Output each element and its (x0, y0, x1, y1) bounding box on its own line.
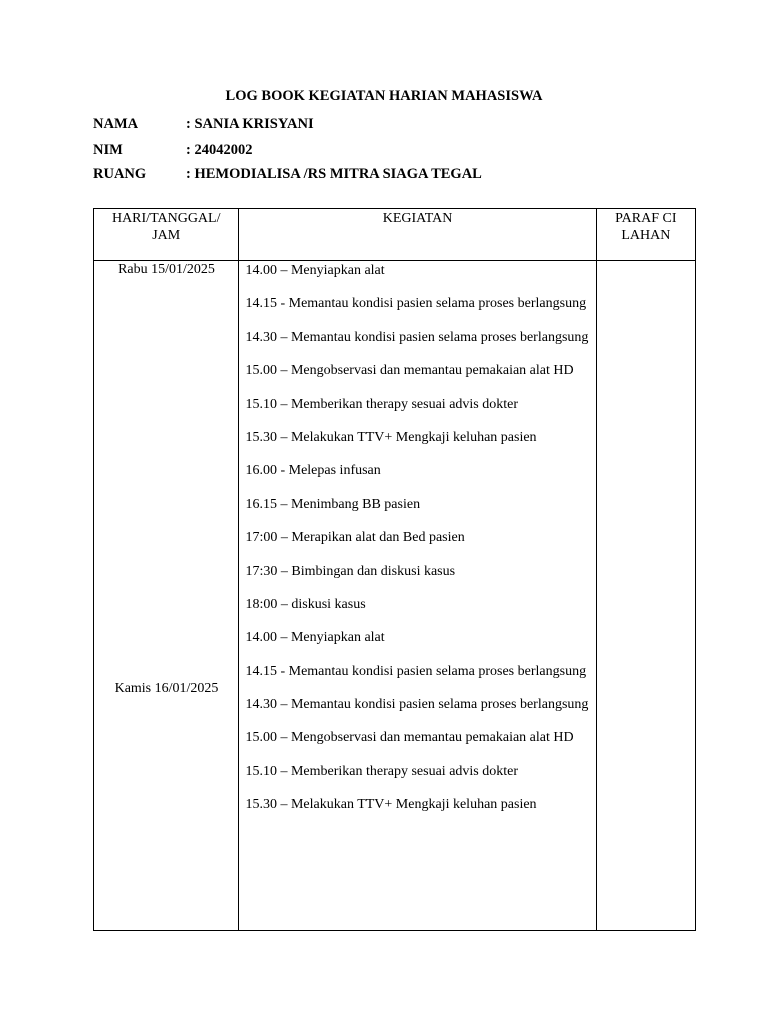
activity-item: 17:00 – Merapikan alat dan Bed pasien (245, 530, 465, 546)
table-header-row (94, 209, 696, 261)
activity-item: 15.00 – Mengobservasi dan memantau pemakaian alat HD (245, 363, 574, 379)
nim-label: NIM (93, 142, 123, 158)
info-row-nim (93, 142, 252, 159)
day-date: Kamis 16/01/2025 (114, 681, 219, 696)
activities-cell (239, 261, 596, 931)
nim-value: : 24042002 (186, 142, 253, 158)
info-row-ruang (93, 166, 482, 183)
header-hari-tanggal-jam: HARI/TANGGAL/ JAM (94, 209, 239, 261)
header-kegiatan: KEGIATAN (239, 209, 596, 261)
header-paraf-ci-lahan: PARAF CI LAHAN (596, 209, 695, 261)
activity-item: 15.10 – Memberikan therapy sesuai advis dokter (245, 763, 519, 779)
activity-item: 17:30 – Bimbingan dan diskusi kasus (245, 563, 456, 579)
info-row-nama (93, 116, 314, 133)
table-row (94, 261, 696, 931)
date-cell (94, 261, 239, 931)
activity-item: 15.30 – Melakukan TTV+ Mengkaji keluhan pasien (245, 797, 537, 813)
activity-item: 15.30 – Melakukan TTV+ Mengkaji keluhan pasien (245, 429, 537, 445)
activity-item: 14.15 - Memantau kondisi pasien selama proses berlangsung (245, 296, 587, 312)
activity-item: 14.30 – Memantau kondisi pasien selama proses berlangsung (245, 329, 589, 345)
document-title: LOG BOOK KEGIATAN HARIAN MAHASISWA (225, 88, 543, 104)
logbook-table (93, 208, 696, 931)
activity-item: 16.15 – Menimbang BB pasien (245, 496, 421, 512)
ruang-value: : HEMODIALISA /RS MITRA SIAGA TEGAL (186, 166, 482, 182)
activity-item: 15.10 – Memberikan therapy sesuai advis dokter (245, 396, 519, 412)
activity-item: 14.30 – Memantau kondisi pasien selama proses berlangsung (245, 697, 589, 713)
paraf-cell (596, 261, 695, 931)
activity-item: 15.00 – Mengobservasi dan memantau pemakaian alat HD (245, 730, 574, 746)
day-date: Rabu 15/01/2025 (118, 262, 215, 277)
activity-item: 14.00 – Menyiapkan alat (245, 630, 385, 646)
activity-item: 18:00 – diskusi kasus (245, 596, 366, 612)
activity-item: 16.00 - Melepas infusan (245, 463, 381, 479)
nama-label: NAMA (93, 116, 139, 132)
activity-item: 14.15 - Memantau kondisi pasien selama proses berlangsung (245, 663, 587, 679)
nama-value: : SANIA KRISYANI (186, 116, 314, 132)
activity-item: 14.00 – Menyiapkan alat (245, 263, 385, 278)
ruang-label: RUANG (93, 166, 147, 182)
